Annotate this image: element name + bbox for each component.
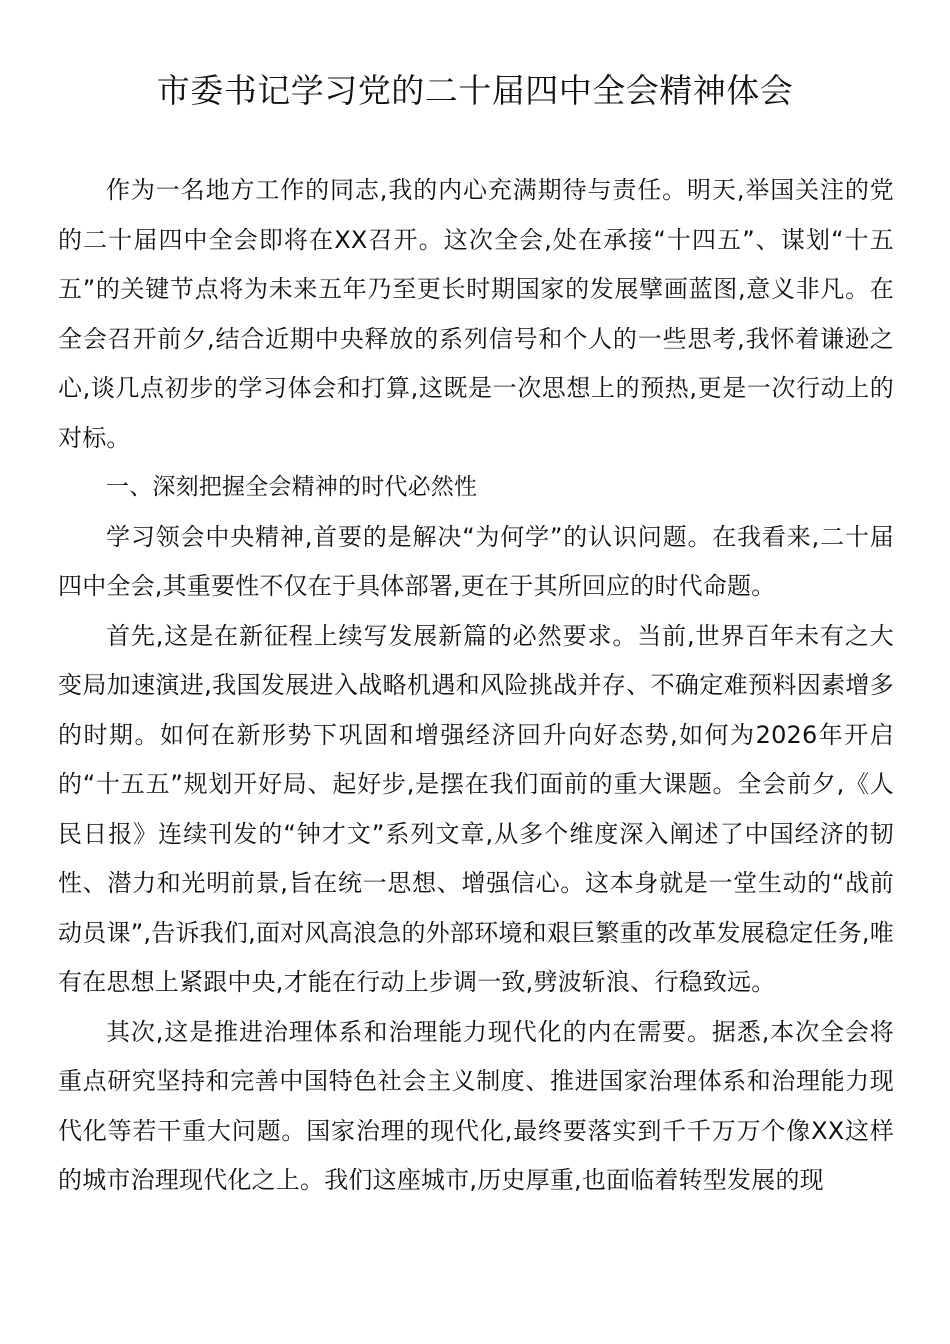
paragraph-intro: 作为一名地方工作的同志,我的内心充满期待与责任。明天,举国关注的党的二十届四中全会即将在XX召开。这次全会,处在承接“十四五”、谋划“十五五”的关键节点将为未来五年乃至更长时期国家的发展擘画蓝图,意义非凡。在全会召开前夕,结合近期中央释放的系列信号和个人的一些思考,我怀着谦逊之心,谈几点初步的学习体会和打算,这既是一次思想上的预热,更是一次行动上的对标。 <box>58 176 894 452</box>
paragraph-why-study: 学习领会中央精神,首要的是解决“为何学”的认识问题。在我看来,二十届四中全会,其重要性不仅在于具体部署,更在于其所回应的时代命题。 <box>58 522 894 600</box>
paragraph-first-point: 首先,这是在新征程上续写发展新篇的必然要求。当前,世界百年未有之大变局加速演进,我国发展进入战略机遇和风险挑战并存、不确定难预料因素增多的时期。如何在新形势下巩固和增强经济回升向好态势,如何为2026年开启的“十五五”规划开好局、起好步,是摆在我们面前的重大课题。全会前夕,《人民日报》连续刊发的“钟才文”系列文章,从多个维度深入阐述了中国经济的韧性、潜力和光明前景,旨在统一思想、增强信心。这本身就是一堂生动的“战前动员课”,告诉我们,面对风高浪急的外部环境和艰巨繁重的改革发展稳定任务,唯有在思想上紧跟中央,才能在行动上步调一致,劈波斩浪、行稳致远。 <box>58 621 894 996</box>
document-body <box>58 166 894 1206</box>
document-title: 市委书记学习党的二十届四中全会精神体会 <box>156 71 794 110</box>
paragraph-second-point: 其次,这是推进治理体系和治理能力现代化的内在需要。据悉,本次全会将重点研究坚持和完善中国特色社会主义制度、推进国家治理体系和治理能力现代化等若干重大问题。国家治理的现代化,最终要落实到千千万万个像XX这样的城市治理现代化之上。我们这座城市,历史厚重,也面临着转型发展的现 <box>58 1017 894 1194</box>
section-heading-1: 一、深刻把握全会精神的时代必然性 <box>106 474 478 500</box>
